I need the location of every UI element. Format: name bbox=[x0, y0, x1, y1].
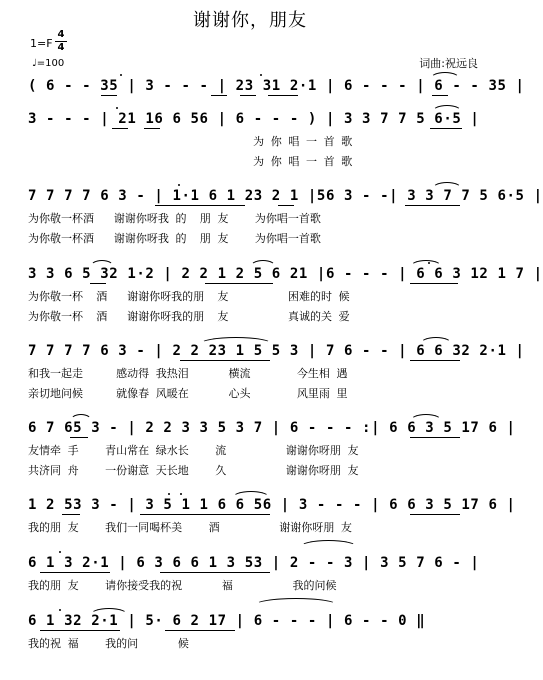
octave-dot bbox=[260, 74, 262, 76]
beam-underline bbox=[101, 95, 117, 96]
beam-underline bbox=[144, 128, 160, 129]
time-signature bbox=[55, 30, 67, 53]
octave-dot bbox=[116, 107, 118, 109]
octave-dot bbox=[180, 493, 182, 495]
beam-underline bbox=[410, 514, 460, 515]
meter-bottom: 4 bbox=[57, 42, 65, 53]
beam-underline bbox=[165, 630, 235, 631]
octave-dot bbox=[428, 262, 430, 264]
slur-mark bbox=[410, 260, 442, 267]
slur-mark bbox=[410, 414, 442, 421]
beam-underline bbox=[40, 630, 120, 631]
lyric-verse-1: 为 你 唱 一 首 歌 bbox=[28, 135, 353, 148]
slur-mark bbox=[250, 260, 276, 267]
lyric-verse-1: 为你敬一杯酒 谢谢你呀我 的 朋 友 为你唱一首歌 bbox=[28, 212, 321, 225]
notation-line: 6 1 32 2·1 | 5· 6 2 17 | 6 - - - | 6 - - 0 ‖ bbox=[28, 613, 426, 629]
beam-underline bbox=[112, 128, 128, 129]
notation-line: 7 7 7 7 6 3 - | 2 2 23 1 5 5 3 | 7 6 - - | 6 6 32 2·1 | bbox=[28, 343, 525, 359]
octave-dot bbox=[168, 493, 170, 495]
beam-underline bbox=[40, 572, 110, 573]
notation-line: 6 7 65 3 - | 2 2 3 3 5 3 7 | 6 - - - :| 6 6 3 5 17 6 | bbox=[28, 420, 516, 436]
beam-underline bbox=[430, 128, 462, 129]
lyric-verse-1: 为你敬一杯 酒 谢谢你呀我的朋 友 困难的时 候 bbox=[28, 290, 350, 303]
beam-underline bbox=[410, 283, 458, 284]
octave-dot bbox=[59, 609, 61, 611]
slur-mark bbox=[90, 608, 128, 615]
beam-underline bbox=[90, 283, 106, 284]
composer-credit: 词曲:祝远良 bbox=[419, 57, 478, 70]
slur-mark bbox=[430, 72, 460, 79]
octave-dot bbox=[178, 184, 180, 186]
octave-dot bbox=[120, 74, 122, 76]
notation-line: 7 7 7 7 6 3 - | 1·1 6 1 23 2 1 |56 3 - -| 3 3 7 7 5 6·5 | bbox=[28, 188, 543, 204]
beam-underline bbox=[410, 360, 460, 361]
beam-underline bbox=[155, 205, 245, 206]
notation-line: 1 2 53 3 - | 3 5 1 1 6 6 56 | 3 - - - | 6 6 3 5 17 6 | bbox=[28, 497, 516, 513]
slur-mark bbox=[70, 414, 92, 421]
lyric-verse-2: 为你敬一杯 酒 谢谢你呀我的朋 友 真诚的关 爱 bbox=[28, 310, 350, 323]
beam-underline bbox=[432, 95, 448, 96]
key-signature: 1=F bbox=[30, 37, 53, 50]
meter-top: 4 bbox=[57, 29, 65, 40]
beam-underline bbox=[240, 95, 256, 96]
lyric-verse-1: 我的朋 友 我们一同喝杯美 酒 谢谢你呀朋 友 bbox=[28, 521, 352, 534]
slur-mark bbox=[255, 598, 337, 605]
octave-dot bbox=[59, 551, 61, 553]
notation-line: 6 1 3 2·1 | 6 3 6 6 1 3 53 | 2 - - 3 | 3 5 7 6 - | bbox=[28, 555, 480, 571]
beam-underline bbox=[180, 360, 270, 361]
slur-mark bbox=[232, 491, 270, 498]
beam-underline bbox=[268, 95, 298, 96]
beam-underline bbox=[405, 205, 460, 206]
slur-mark bbox=[90, 260, 114, 267]
notation-line: ( 6 - - 35 | 3 - - - | 23 31 2·1 | 6 - - - | 6 - - 35 | bbox=[28, 78, 525, 94]
slur-mark bbox=[420, 337, 452, 344]
beam-underline bbox=[140, 514, 270, 515]
lyric-verse-2: 为你敬一杯酒 谢谢你呀我 的 朋 友 为你唱一首歌 bbox=[28, 232, 321, 245]
slur-mark bbox=[200, 337, 272, 344]
tempo-marking: ♩=100 bbox=[32, 58, 65, 69]
slur-mark bbox=[300, 540, 357, 547]
slur-mark bbox=[432, 182, 462, 189]
lyric-verse-1: 我的祝 福 我的问 候 bbox=[28, 637, 189, 650]
beam-underline bbox=[410, 437, 460, 438]
beam-underline bbox=[70, 437, 88, 438]
song-title: 谢谢你，朋友 bbox=[193, 10, 307, 31]
lyric-verse-1: 我的朋 友 请你接受我的祝 福 我的问候 bbox=[28, 579, 337, 592]
slur-mark bbox=[432, 105, 462, 112]
lyric-verse-2: 共济同 舟 一份谢意 天长地 久 谢谢你呀朋 友 bbox=[28, 464, 359, 477]
beam-underline bbox=[62, 514, 80, 515]
lyric-verse-1: 和我一起走 感动得 我热泪 横流 今生相 遇 bbox=[28, 367, 348, 380]
beam-underline bbox=[205, 283, 273, 284]
lyric-verse-2: 亲切地问候 就像春 风暖在 心头 风里雨 里 bbox=[28, 387, 348, 400]
beam-underline bbox=[160, 572, 270, 573]
lyric-verse-2: 为 你 唱 一 首 歌 bbox=[28, 155, 353, 168]
beam-underline bbox=[211, 95, 227, 96]
notation-line: 3 - - - | 21 16 6 56 | 6 - - - ) | 3 3 7 7 5 6·5 | bbox=[28, 111, 480, 127]
notation-line: 3 3 6 5 32 1·2 | 2 2 1 2 5 6 21 |6 - - - | 6 6 3 12 1 7 | bbox=[28, 266, 543, 282]
beam-underline bbox=[278, 205, 294, 206]
lyric-verse-1: 友情牵 手 青山常在 绿水长 流 谢谢你呀朋 友 bbox=[28, 444, 359, 457]
